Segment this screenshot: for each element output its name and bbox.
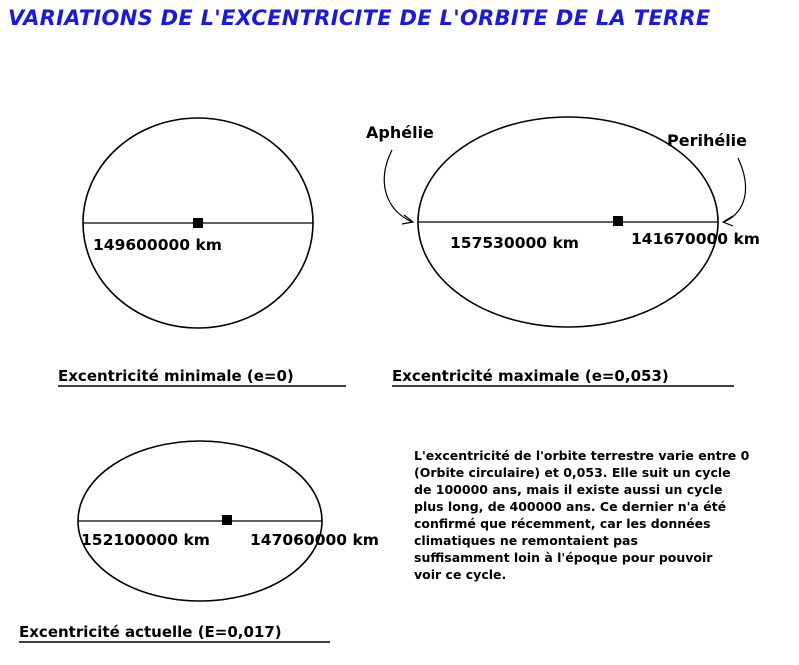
orbit-max-group [366, 117, 760, 386]
orbit-min-distance: 149600000 km [93, 236, 222, 254]
note-line: plus long, de 400000 ans. Ce dernier n'a été [414, 499, 727, 514]
orbit-min-group [58, 118, 346, 386]
note-line: (Orbite circulaire) et 0,053. Elle suit un cycle [414, 465, 731, 480]
orbit-current-perihelion-distance: 147060000 km [250, 531, 379, 549]
page-title: VARIATIONS DE L'EXCENTRICITE DE L'ORBITE DE LA TERRE [8, 6, 711, 30]
note-line: de 100000 ans, mais il existe aussi un cycle [414, 482, 723, 497]
orbit-max-caption: Excentricité maximale (e=0,053) [392, 367, 669, 385]
sun-marker-min [193, 218, 203, 228]
aphelion-arrow [384, 150, 412, 222]
eccentricity-explanation [414, 447, 794, 583]
perihelion-arrow [724, 158, 746, 222]
orbit-current-aphelion-distance: 152100000 km [81, 531, 210, 549]
perihelion-arrowhead [723, 216, 733, 226]
orbit-current-group [19, 441, 379, 642]
note-line: voir ce cycle. [414, 567, 507, 582]
orbit-min-caption: Excentricité minimale (e=0) [58, 367, 294, 385]
orbit-max-aphelion-distance: 157530000 km [450, 234, 579, 252]
note-line: confirmé que récemment, car les données [414, 516, 711, 531]
aphelion-label: Aphélie [366, 123, 434, 142]
orbit-current-caption: Excentricité actuelle (E=0,017) [19, 623, 282, 641]
sun-marker-max [613, 216, 623, 226]
note-line: climatiques ne remontaient pas [414, 533, 638, 548]
perihelion-label: Perihélie [667, 131, 748, 150]
note-line: suffisamment loin à l'époque pour pouvoir [414, 550, 713, 565]
sun-marker-current [222, 515, 232, 525]
orbit-max-perihelion-distance: 141670000 km [631, 230, 760, 248]
note-line: L'excentricité de l'orbite terrestre varie entre 0 [414, 448, 750, 463]
